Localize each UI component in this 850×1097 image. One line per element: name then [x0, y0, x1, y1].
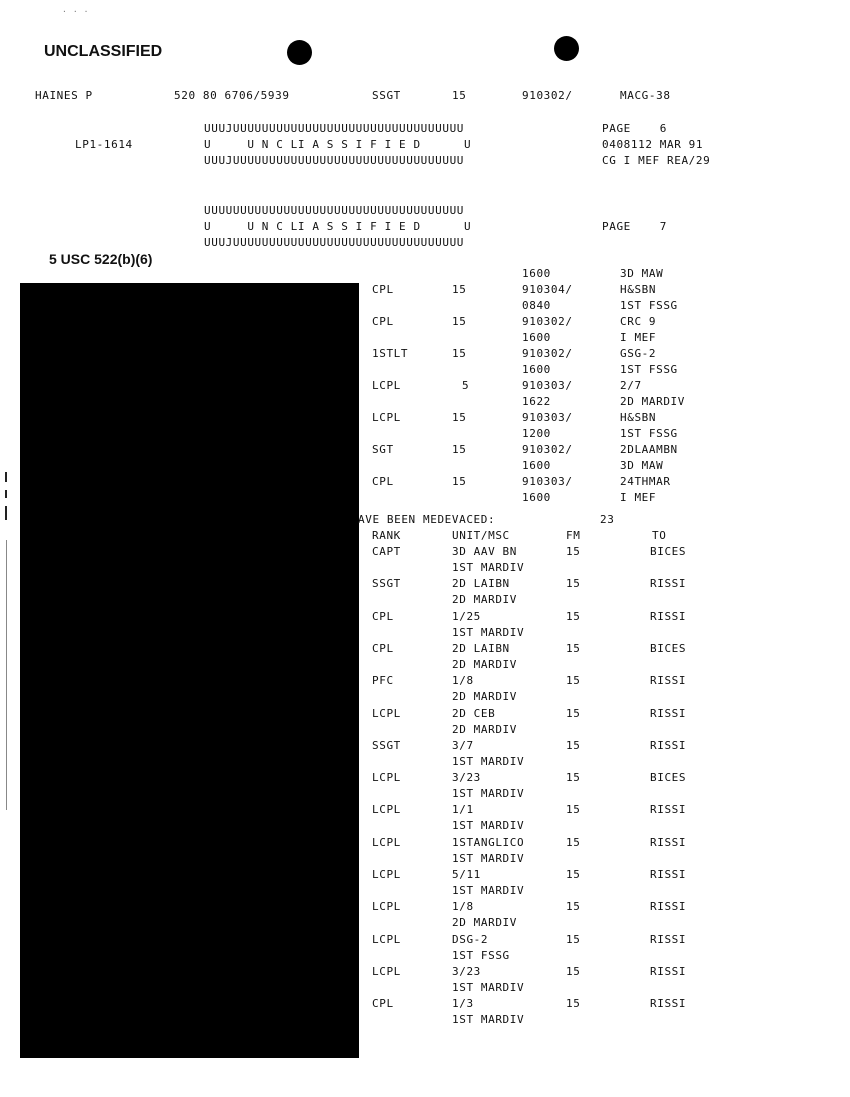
list2-to: RISSI: [650, 674, 687, 688]
list1-unit: CRC 9: [620, 315, 657, 328]
list2-rank: LCPL: [372, 900, 401, 914]
list1-fm: 15: [452, 443, 467, 456]
list2-unit: 2D LAIBN: [452, 641, 510, 655]
list1-unit: H&SBN: [620, 411, 657, 424]
list1-unit: 3D MAW: [620, 459, 664, 472]
list1-date: 1600: [522, 363, 551, 376]
header-ssn: 520 80 6706/5939: [174, 89, 290, 102]
margin-mark: [6, 540, 7, 810]
list2-unit: 1/1: [452, 803, 474, 817]
list2-fm: 15: [566, 738, 581, 752]
list2-msc: 1ST MARDIV: [452, 561, 525, 574]
col-unit-header: UNIT/MSC: [452, 529, 510, 542]
list2-fm: 15: [566, 900, 581, 914]
banner1-middle: U U N C LI A S S I F I E D U: [204, 138, 472, 151]
list2-to: RISSI: [650, 706, 687, 720]
list2-rank: CPL: [372, 641, 394, 655]
list2-msc: 1ST MARDIV: [452, 625, 525, 639]
list2-rank: LCPL: [372, 835, 401, 849]
list1-rank: CPL: [372, 283, 394, 296]
list2-unit: 3/7: [452, 738, 474, 752]
list1-unit: GSG-2: [620, 347, 657, 360]
list2-fm: 15: [566, 609, 581, 623]
banner2-top: UUUUUUUUUUUUUUUUUUUUUUUUUUUUUUUUUUUU: [204, 204, 465, 217]
list2-to: RISSI: [650, 997, 687, 1011]
header-fm: 15: [452, 89, 467, 102]
list1-date: 910303/: [522, 379, 573, 392]
exemption-label: 5 USC 522(b)(6): [49, 251, 153, 267]
list2-unit: 3D AAV BN: [452, 545, 518, 558]
list1-unit: 2D MARDIV: [620, 395, 686, 408]
list1-unit: 2DLAAMBN: [620, 443, 678, 456]
list2-to: RISSI: [650, 932, 687, 946]
list1-fm: 15: [452, 283, 467, 296]
list2-to: RISSI: [650, 868, 687, 881]
list2-to: RISSI: [650, 900, 687, 914]
col-fm-header: FM: [566, 529, 581, 542]
list2-fm: 15: [566, 577, 581, 591]
list2-rank: LCPL: [372, 771, 401, 785]
list1-date: 1600: [522, 459, 551, 472]
header-name: HAINES P: [35, 89, 93, 102]
list1-date: 1200: [522, 427, 551, 440]
list1-fm: 15: [452, 411, 467, 424]
col-rank-header: RANK: [372, 529, 401, 542]
list2-to: RISSI: [650, 738, 687, 752]
list2-fm: 15: [566, 771, 581, 785]
list1-fm: 5: [462, 379, 470, 392]
banner1-top: UUUJUUUUUUUUUUUUUUUUUUUUUUUUUUUUUUUU: [204, 122, 465, 135]
list1-fm: 15: [452, 315, 467, 328]
header-unit: MACG-38: [620, 89, 671, 102]
list2-unit: 1/8: [452, 900, 474, 914]
list2-rank: LCPL: [372, 964, 401, 978]
list2-rank: CPL: [372, 997, 394, 1011]
col-to-header: TO: [652, 529, 667, 542]
list2-fm: 15: [566, 545, 581, 558]
list2-rank: SSGT: [372, 738, 401, 752]
list2-to: RISSI: [650, 609, 687, 623]
list1-unit: 1ST FSSG: [620, 363, 678, 376]
list1-unit: 24THMAR: [620, 475, 671, 488]
list2-msc: 1ST FSSG: [452, 948, 510, 962]
list2-msc: 1ST MARDIV: [452, 1013, 525, 1027]
list2-to: RISSI: [650, 803, 687, 817]
list2-fm: 15: [566, 706, 581, 720]
banner2-page: PAGE 7: [602, 220, 668, 233]
banner2-bottom: UUUJUUUUUUUUUUUUUUUUUUUUUUUUUUUUUUUU: [204, 236, 465, 249]
list1-rank: LCPL: [372, 379, 401, 392]
list2-unit: 1/3: [452, 997, 474, 1011]
margin-mark: [5, 472, 7, 482]
banner1-left-label: LP1-1614: [75, 138, 133, 151]
classification-label: UNCLASSIFIED: [44, 43, 163, 60]
list1-rank: CPL: [372, 475, 394, 488]
medevac-heading: AVE BEEN MEDEVACED:: [358, 513, 496, 526]
list1-unit: I MEF: [620, 491, 657, 504]
list1-rank: CPL: [372, 315, 394, 328]
list2-unit: 1/25: [452, 609, 481, 623]
list2-rank: LCPL: [372, 868, 401, 881]
list1-date: 910302/: [522, 443, 573, 456]
list2-rank: SSGT: [372, 577, 401, 591]
list1-date: 1622: [522, 395, 551, 408]
punch-hole-left: [287, 40, 312, 65]
list1-fm: 15: [452, 475, 467, 488]
list1-fm: 15: [452, 347, 467, 360]
list2-unit: 2D CEB: [452, 706, 496, 720]
list1-date: 1600: [522, 267, 551, 280]
scan-speck: · · ·: [62, 7, 90, 16]
list2-fm: 15: [566, 997, 581, 1011]
list2-msc: 1ST MARDIV: [452, 787, 525, 801]
list1-unit: H&SBN: [620, 283, 657, 296]
medevac-count: 23: [600, 513, 615, 526]
list1-rank: LCPL: [372, 411, 401, 424]
list2-rank: PFC: [372, 674, 394, 688]
list2-msc: 1ST MARDIV: [452, 819, 525, 833]
list1-unit: 1ST FSSG: [620, 299, 678, 312]
list1-date: 1600: [522, 491, 551, 504]
list2-msc: 1ST MARDIV: [452, 980, 525, 994]
list2-to: RISSI: [650, 835, 687, 849]
list2-fm: 15: [566, 964, 581, 978]
list1-rank: SGT: [372, 443, 394, 456]
list2-fm: 15: [566, 674, 581, 688]
list2-msc: 1ST MARDIV: [452, 884, 525, 897]
list1-unit: 2/7: [620, 379, 642, 392]
list2-fm: 15: [566, 932, 581, 946]
list2-fm: 15: [566, 641, 581, 655]
list2-fm: 15: [566, 868, 581, 881]
list2-unit: 5/11: [452, 868, 481, 881]
list2-rank: LCPL: [372, 932, 401, 946]
list1-date: 910304/: [522, 283, 573, 296]
list1-rank: 1STLT: [372, 347, 409, 360]
list2-msc: 1ST MARDIV: [452, 851, 525, 865]
header-rank: SSGT: [372, 89, 401, 102]
list1-unit: I MEF: [620, 331, 657, 344]
list1-unit: 3D MAW: [620, 267, 664, 280]
list2-msc: 2D MARDIV: [452, 916, 518, 930]
margin-mark: [5, 490, 7, 498]
list2-msc: 2D MARDIV: [452, 657, 518, 671]
list2-msc: 2D MARDIV: [452, 593, 518, 607]
banner1-from: CG I MEF REA/29: [602, 154, 711, 167]
list1-unit: 1ST FSSG: [620, 427, 678, 440]
list2-rank: LCPL: [372, 803, 401, 817]
list2-unit: 2D LAIBN: [452, 577, 510, 591]
list1-date: 0840: [522, 299, 551, 312]
list2-to: RISSI: [650, 577, 687, 591]
margin-mark: [5, 506, 7, 520]
list2-unit: 1/8: [452, 674, 474, 688]
list2-rank: CPL: [372, 609, 394, 623]
banner2-middle: U U N C LI A S S I F I E D U: [204, 220, 472, 233]
list2-to: BICES: [650, 641, 687, 655]
redaction-block: [20, 283, 359, 1058]
punch-hole-right: [554, 36, 579, 61]
list1-date: 910302/: [522, 347, 573, 360]
list2-fm: 15: [566, 803, 581, 817]
header-date: 910302/: [522, 89, 573, 102]
list1-date: 910302/: [522, 315, 573, 328]
banner1-dtg: 0408112 MAR 91: [602, 138, 704, 151]
list2-rank: LCPL: [372, 706, 401, 720]
list2-msc: 2D MARDIV: [452, 690, 518, 704]
list2-fm: 15: [566, 835, 581, 849]
banner1-page: PAGE 6: [602, 122, 668, 135]
list2-msc: 2D MARDIV: [452, 722, 518, 736]
list2-unit: 1STANGLICO: [452, 835, 525, 849]
list2-unit: DSG-2: [452, 932, 489, 946]
list2-unit: 3/23: [452, 964, 481, 978]
list2-to: BICES: [650, 771, 687, 785]
list1-date: 910303/: [522, 475, 573, 488]
list2-unit: 3/23: [452, 771, 481, 785]
list2-to: RISSI: [650, 964, 687, 978]
list2-to: BICES: [650, 545, 687, 558]
banner1-bottom: UUUJUUUUUUUUUUUUUUUUUUUUUUUUUUUUUUUU: [204, 154, 465, 167]
list2-msc: 1ST MARDIV: [452, 754, 525, 768]
list2-rank: CAPT: [372, 545, 401, 558]
list1-date: 910303/: [522, 411, 573, 424]
list1-date: 1600: [522, 331, 551, 344]
